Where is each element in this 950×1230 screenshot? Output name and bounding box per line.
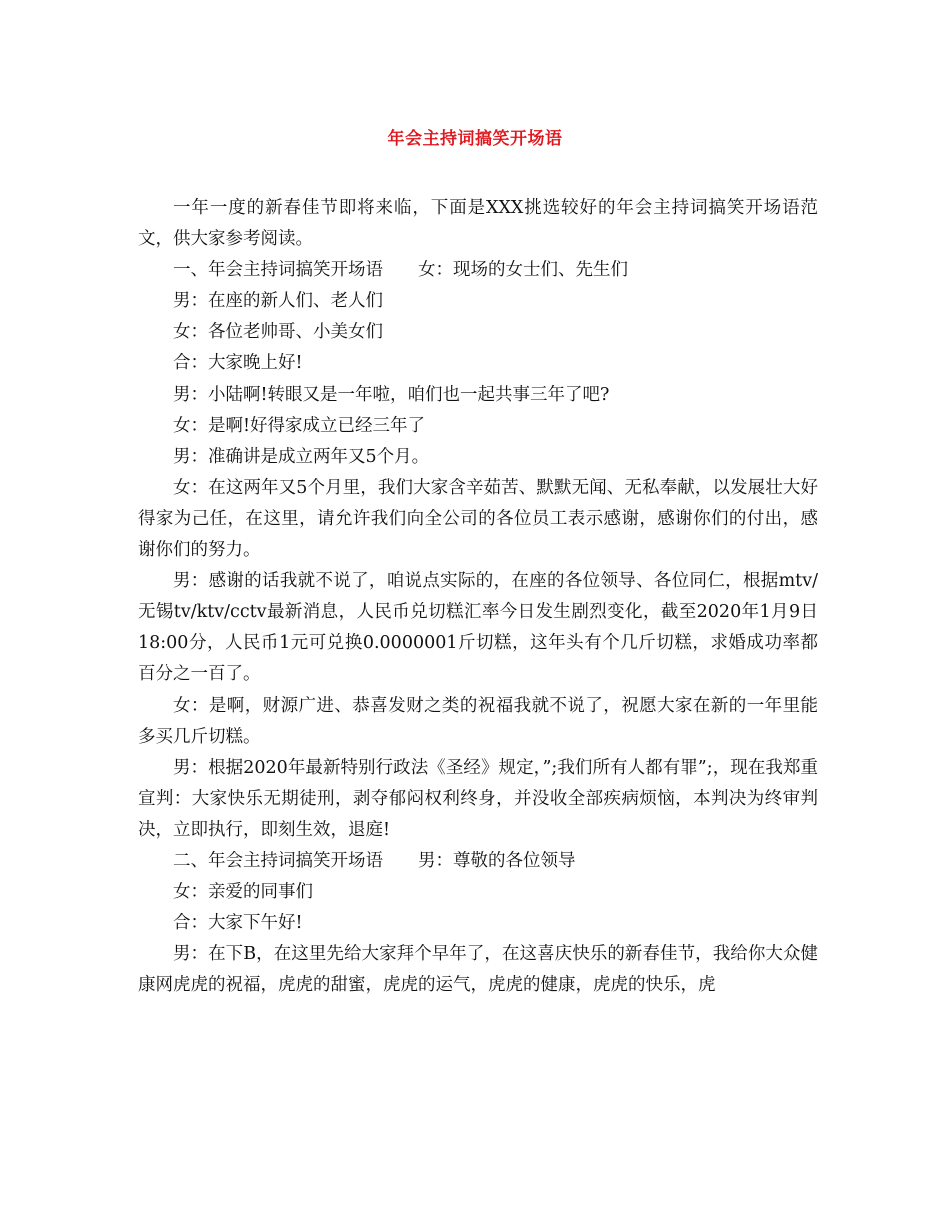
paragraph-dialogue: 女：亲爱的同事们 <box>173 882 313 903</box>
paragraph-dialogue: 女：是啊，财源广进、恭喜发财之类的祝福我就不说了，祝愿大家在新的一年里能多买几斤切糕。 <box>138 695 818 747</box>
paragraph-dialogue: 男：根据2020年最新特别行政法《圣经》规定，”;我们所有人都有罪”;，现在我郑重宣判：大家快乐无期徒刑，剥夺郁闷权利终身，并没收全部疾病烦恼，本判决为终审判决，立即执行，即刻生效，退庭! <box>138 757 818 840</box>
paragraph-section-2-heading: 二、年会主持词搞笑开场语 男：尊敬的各位领导 <box>173 850 576 871</box>
paragraph-dialogue: 男：在座的新人们、老人们 <box>173 291 383 312</box>
paragraph-dialogue: 女：在这两年又5个月里，我们大家含辛茹苦、默默无闻、无私奉献，以发展壮大好得家为己任，在这里，请允许我们向全公司的各位员工表示感谢，感谢你们的付出，感谢你们的努力。 <box>138 477 818 561</box>
paragraph-section-1-heading: 一、年会主持词搞笑开场语 女：现场的女士们、先生们 <box>173 260 628 281</box>
paragraph-dialogue: 男：准确讲是成立两年又5个月。 <box>173 446 430 467</box>
paragraph-dialogue: 男：在下B，在这里先给大家拜个早年了，在这喜庆快乐的新春佳节，我给你大众健康网虎虎的祝福，虎虎的甜蜜，虎虎的运气，虎虎的健康，虎虎的快乐，虎 <box>138 944 818 996</box>
paragraph-intro: 一年一度的新春佳节即将来临，下面是XXX挑选较好的年会主持词搞笑开场语范文，供大家参考阅读。 <box>138 198 818 250</box>
paragraph-dialogue: 合：大家晚上好! <box>173 353 303 374</box>
document-title: 年会主持词搞笑开场语 <box>387 129 563 149</box>
paragraph-dialogue: 女：是啊!好得家成立已经三年了 <box>173 415 426 436</box>
document-body <box>138 193 818 1001</box>
paragraph-dialogue: 女：各位老帅哥、小美女们 <box>173 322 383 343</box>
paragraph-dialogue: 合：大家下午好! <box>173 913 303 934</box>
paragraph-dialogue: 男：小陆啊!转眼又是一年啦，咱们也一起共事三年了吧? <box>173 384 610 405</box>
paragraph-dialogue: 男：感谢的话我就不说了，咱说点实际的，在座的各位领导、各位同仁，根据mtv/无锡tv/ktv/cctv最新消息，人民币兑切糕汇率今日发生剧烈变化，截至2020年1月9日18:00分，人民币1元可兑换0.0000001斤切糕，这年头有个几斤切糕，求婚成功率都百分之一百了。 <box>138 571 818 685</box>
